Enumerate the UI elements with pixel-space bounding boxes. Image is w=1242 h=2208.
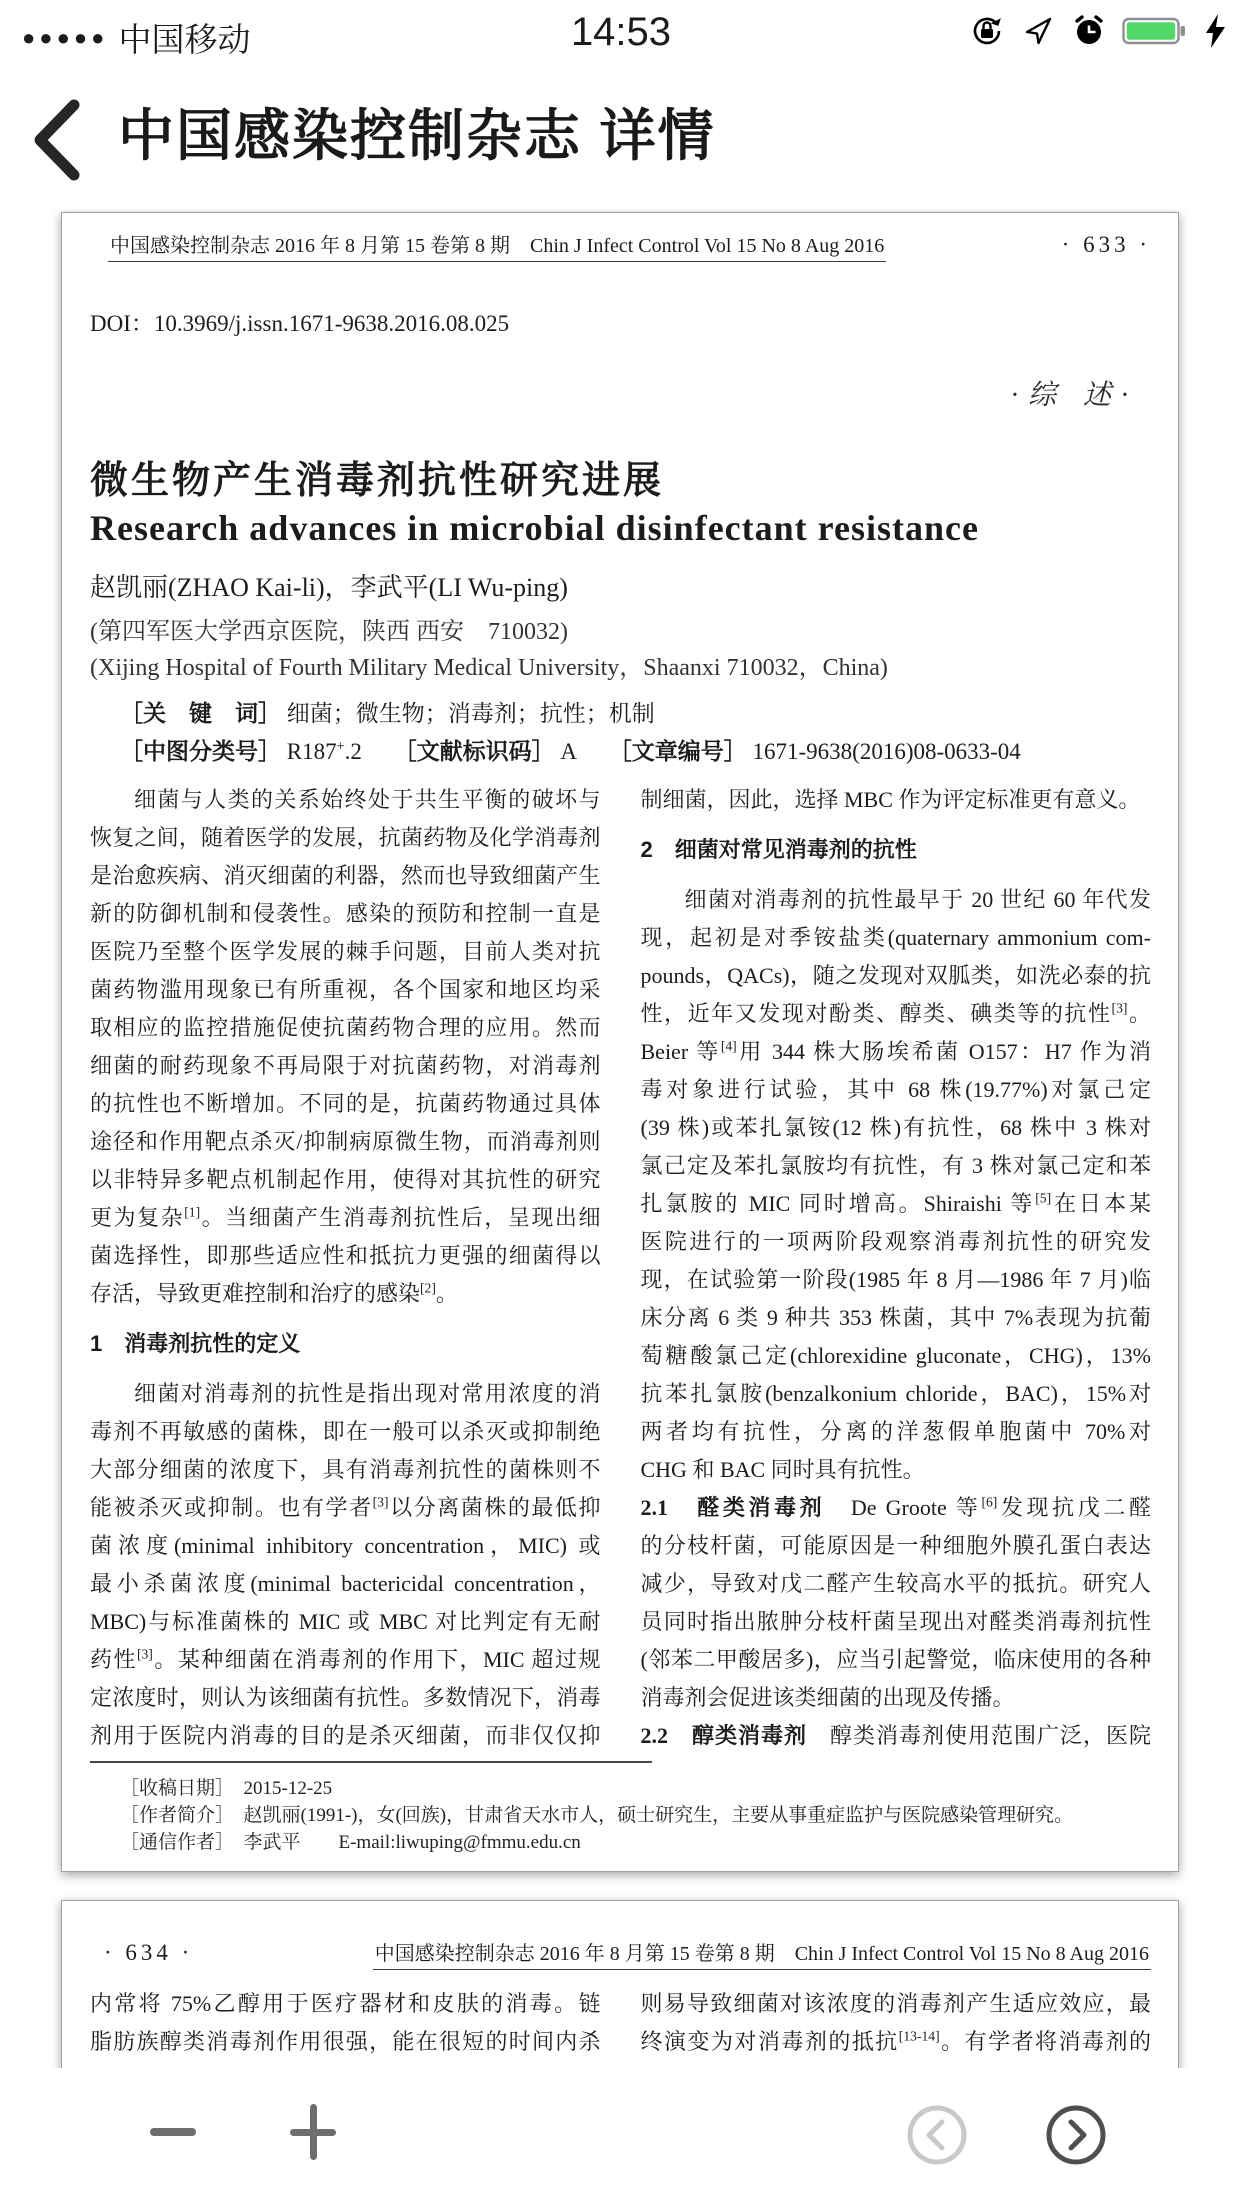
text-line: ［作者简介］ 赵凯丽(1991-)，女(回族)，甘肃省天水市人，硕士研究生，主要从事重症监护与医院感染管理研究。 — [120, 1805, 1074, 1826]
text-line: 内常将 75%乙醇用于医疗器材和皮肤的消毒。链 — [90, 1991, 601, 2016]
footnotes — [120, 1775, 1151, 1856]
back-button[interactable] — [26, 98, 86, 182]
circle-chevron-left-icon — [906, 2153, 968, 2170]
signal-strength-dots: ●●●●● — [22, 24, 109, 50]
charging-bolt-icon — [1202, 13, 1228, 54]
keywords-value: 细菌；微生物；消毒剂；抗性；机制 — [286, 701, 655, 726]
status-bar — [0, 0, 1242, 66]
left-column — [90, 781, 601, 1755]
zoom-out-button[interactable] — [150, 2128, 196, 2136]
section-heading: 2 细菌对常见消毒剂的抗性 — [640, 837, 917, 862]
nav-bar — [0, 66, 1242, 210]
left-column — [90, 1985, 601, 2061]
text-line: ［通信作者］ 李武平 E-mail:liwuping@fmmu.edu.cn — [120, 1832, 581, 1853]
text-line: 终演变为对消毒剂的抵抗[13-14]。有学者将消毒剂的 — [640, 2028, 1151, 2054]
clc-value: R187+.2 — [286, 738, 362, 764]
text-line: ［收稿日期］ 2015-12-25 — [120, 1778, 333, 1799]
chevron-left-icon — [26, 169, 86, 186]
paragraph: 细菌对消毒剂的抗性最早于 20 世纪 60 年代发 现，起初是对季铵盐类(quaternary ammonium com- pounds，QACs)，随之发现对双胍类，如洗必泰的抗 性，近年又发现对酚类、醇类、碘类等的抗性[3]。 Beier 等[4]用 344 株大肠埃希菌 O157：H7 作为消 毒对象进行试验，其中 68 株(19.77%)对氯己定 (39 株)或苯扎氯铵(12 株)有抗性，68 株中 3 株对 氯己定及苯扎氯胺均有抗性，有 3 株对氯己定和苯 扎氯胺的 MIC 同时增高。Shiraishi 等[5]在日本某 医院进行的一项两阶段观察消毒剂抗性的研究发 现，在试验第一阶段(1985 年 8 月—1986 年 7 月)临 床分离 6 类 9 种共 353 株菌，其中 7%表现为抗葡 萄糖酸氯己定(chlorexidine gluconate，CHG)，13% 抗苯扎氯胺(benzalkonium chloride，BAC)，15%对 两者均有抗性，分离的洋葱假单胞菌中 70%对 CHG 和 BAC 同时具有抗性。 — [640, 887, 1151, 1482]
circle-chevron-right-icon — [1045, 2153, 1107, 2170]
section-heading: 1 消毒剂抗性的定义 — [90, 1331, 301, 1356]
article-no-value: 1671-9638(2016)08-0633-04 — [752, 739, 1021, 764]
keywords-row — [120, 695, 1151, 728]
article-title-zh: 微生物产生消毒剂抗性研究进展 — [90, 460, 665, 502]
affiliation-en: (Xijing Hospital of Fourth Military Medical University，Shaanxi 710032，China) — [90, 655, 888, 681]
classification-row — [120, 733, 1151, 766]
section-tag: ·综 述· — [1010, 380, 1138, 411]
next-page-button[interactable] — [1045, 2104, 1107, 2171]
right-column — [641, 1985, 1152, 2061]
article-page-633 — [61, 212, 1179, 1872]
page-number: · 633 · — [1061, 232, 1151, 257]
clock: 14:53 — [570, 10, 672, 54]
location-icon — [1020, 13, 1056, 54]
text-line: 脂肪族醇类消毒剂作用很强，能在很短的时间内杀 — [90, 2029, 601, 2054]
previous-page-button[interactable] — [906, 2104, 968, 2171]
article-page-634 — [61, 1900, 1179, 2068]
page-number: · 634 · — [104, 1940, 194, 1965]
text-line: 则易导致细菌对该浓度的消毒剂产生适应效应，最 — [640, 1991, 1151, 2016]
orientation-lock-icon — [968, 12, 1006, 55]
journal-header: 中国感染控制杂志 2016 年 8 月第 15 卷第 8 期 Chin J Infect Control Vol 15 No 8 Aug 2016 — [373, 1937, 1151, 1970]
doc-code-value: A — [560, 739, 578, 764]
battery-icon — [1122, 13, 1188, 54]
right-column — [641, 781, 1152, 1755]
paragraph: 2.1 醛类消毒剂 De Groote 等[6]发现抗戊二醛 的分枝杆菌，可能原因是一种细胞外膜孔蛋白表达 减少，导致对戊二醛产生较高水平的抵抗。研究人 员同时指出脓肿分枝杆菌呈现出对醛类消毒剂抗性 (邻苯二甲酸居多)，应当引起警觉，临床使用的各种 消毒剂会促进该类细菌的出现及传播。 — [640, 1494, 1151, 1710]
zoom-in-button[interactable] — [288, 2104, 340, 2160]
paragraph: 制细菌，因此，选择 MBC 作为评定标准更有意义。 — [640, 787, 1141, 812]
alarm-icon — [1070, 12, 1108, 55]
doc-code-label: ［文献标识码］ — [393, 738, 555, 764]
page-title: 中国感染控制杂志 详情 — [118, 104, 716, 167]
doi-line: DOI：10.3969/j.issn.1671-9638.2016.08.025 — [90, 311, 510, 336]
document-viewer[interactable] — [0, 210, 1242, 2068]
clc-label: ［中图分类号］ — [120, 738, 281, 764]
paragraph: 细菌与人类的关系始终处于共生平衡的破坏与 恢复之间，随着医学的发展，抗菌药物及化学消毒剂 是治愈疾病、消灭细菌的利器，然而也导致细菌产生 新的防御机制和侵袭性。感染的预防和控制一直是 医院乃至整个医学发展的棘手问题，目前人类对抗 菌药物滥用现象已有所重视，各个国家和地区均采 取相应的监控措施促使抗菌药物合理的应用。然而 细菌的耐药现象不再局限于对抗菌药物，对消毒剂 的抗性也不断增加。不同的是，抗菌药物通过具体 途径和作用靶点杀灭/抑制病原微生物，而消毒剂则 以非特异多靶点机制起作用，使得对其抗性的研究 更为复杂[1]。当细菌产生消毒剂抗性后，呈现出细 菌选择性，即那些适应性和抵抗力更强的细菌得以 存活，导致更难控制和治疗的感染[2]。 — [90, 787, 601, 1306]
authors-line: 赵凯丽(ZHAO Kai-li)，李武平(LI Wu-ping) — [90, 573, 568, 602]
paragraph: 2.2 醇类消毒剂 醇类消毒剂使用范围广泛，医院 — [640, 1723, 1151, 1748]
footnote-divider — [90, 1761, 652, 1763]
carrier-label: 中国移动 — [118, 21, 251, 58]
bottom-toolbar — [0, 2068, 1242, 2208]
paragraph: 细菌对消毒剂的抗性是指出现对常用浓度的消 毒剂不再敏感的菌株，即在一般可以杀灭或抑制绝 大部分细菌的浓度下，具有消毒剂抗性的菌株则不 能被杀灭或抑制。也有学者[3]以分离菌株的最低抑 菌浓度(minimal inhibitory concentration，MIC) 或 最小杀菌浓度(minimal bactericidal concentration， MBC)与标准菌株的 MIC 或 MBC 对比判定有无耐 药性[3]。某种细菌在消毒剂的作用下，MIC 超过规 定浓度时，则认为该细菌有抗性。多数情况下，消毒 剂用于医院内消毒的目的是杀灭细菌，而非仅仅抑 — [90, 1381, 601, 1748]
keywords-label: ［关 键 词］ — [120, 700, 281, 726]
affiliation-zh: (第四军医大学西京医院，陕西 西安 710032) — [90, 619, 568, 645]
article-no-label: ［文章编号］ — [608, 738, 747, 764]
journal-header: 中国感染控制杂志 2016 年 8 月第 15 卷第 8 期 Chin J Infect Control Vol 15 No 8 Aug 2016 — [108, 229, 886, 262]
article-title-en: Research advances in microbial disinfectant resistance — [90, 508, 979, 548]
